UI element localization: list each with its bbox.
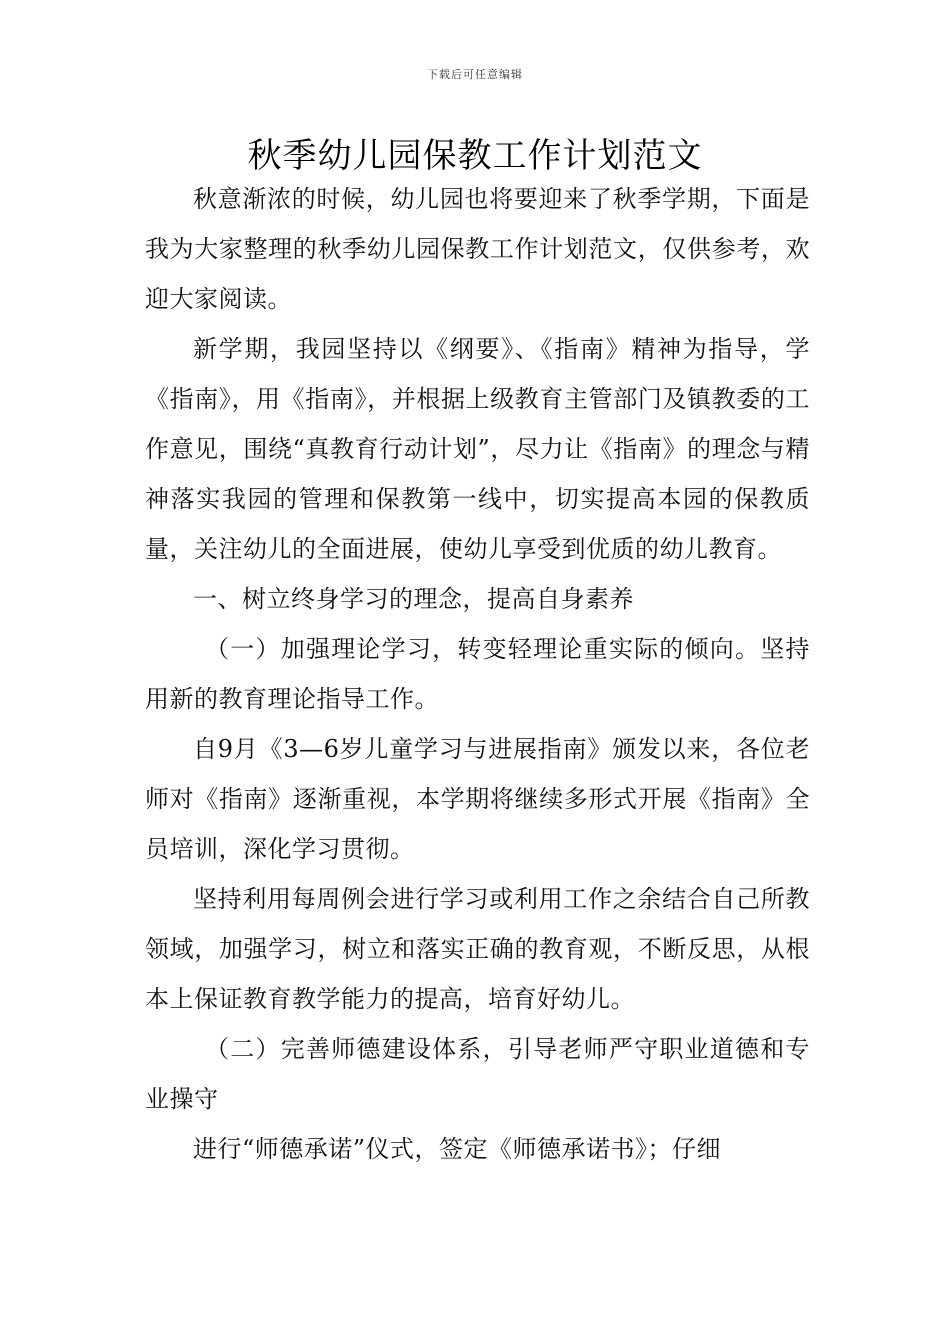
subsection-heading-2: （二）完善师德建设体系，引导老师严守职业道德和专业操守 [145, 1035, 810, 1113]
intro-paragraph: 秋意渐浓的时候，幼儿园也将要迎来了秋季学期，下面是我为大家整理的秋季幼儿园保教工作计划范文，仅供参考，欢迎大家阅读。 [145, 185, 810, 313]
ethics-paragraph: 进行“师德承诺”仪式，签定《师德承诺书》；仔细 [193, 1135, 722, 1163]
guide-paragraph: 自9月《3—6岁儿童学习与进展指南》颁发以来，各位老师对《指南》逐渐重视，本学期将继续多形式开展《指南》全员培训，深化学习贯彻。 [145, 735, 810, 863]
subsection-heading-1: （一）加强理论学习，转变轻理论重实际的倾向。坚持用新的教育理论指导工作。 [145, 635, 810, 713]
document-title: 秋季幼儿园保教工作计划范文 [247, 136, 703, 176]
study-paragraph: 坚持利用每周例会进行学习或利用工作之余结合自己所教领域，加强学习，树立和落实正确的教育观，不断反思，从根本上保证教育教学能力的提高，培育好幼儿。 [145, 885, 810, 1013]
overview-paragraph: 新学期，我园坚持以《纲要》、《指南》精神为指导，学《指南》，用《指南》，并根据上级教育主管部门及镇教委的工作意见，围绕“真教育行动计划”，尽力让《指南》的理念与精神落实我园的管理和保教第一线中，切实提高本园的保教质量，关注幼儿的全面进展，使幼儿享受到优质的幼儿教育。 [145, 335, 810, 563]
download-note: 下载后可任意编辑 [427, 68, 523, 81]
document-body [145, 174, 810, 1174]
section-heading-1: 一、树立终身学习的理念，提高自身素养 [193, 585, 634, 613]
